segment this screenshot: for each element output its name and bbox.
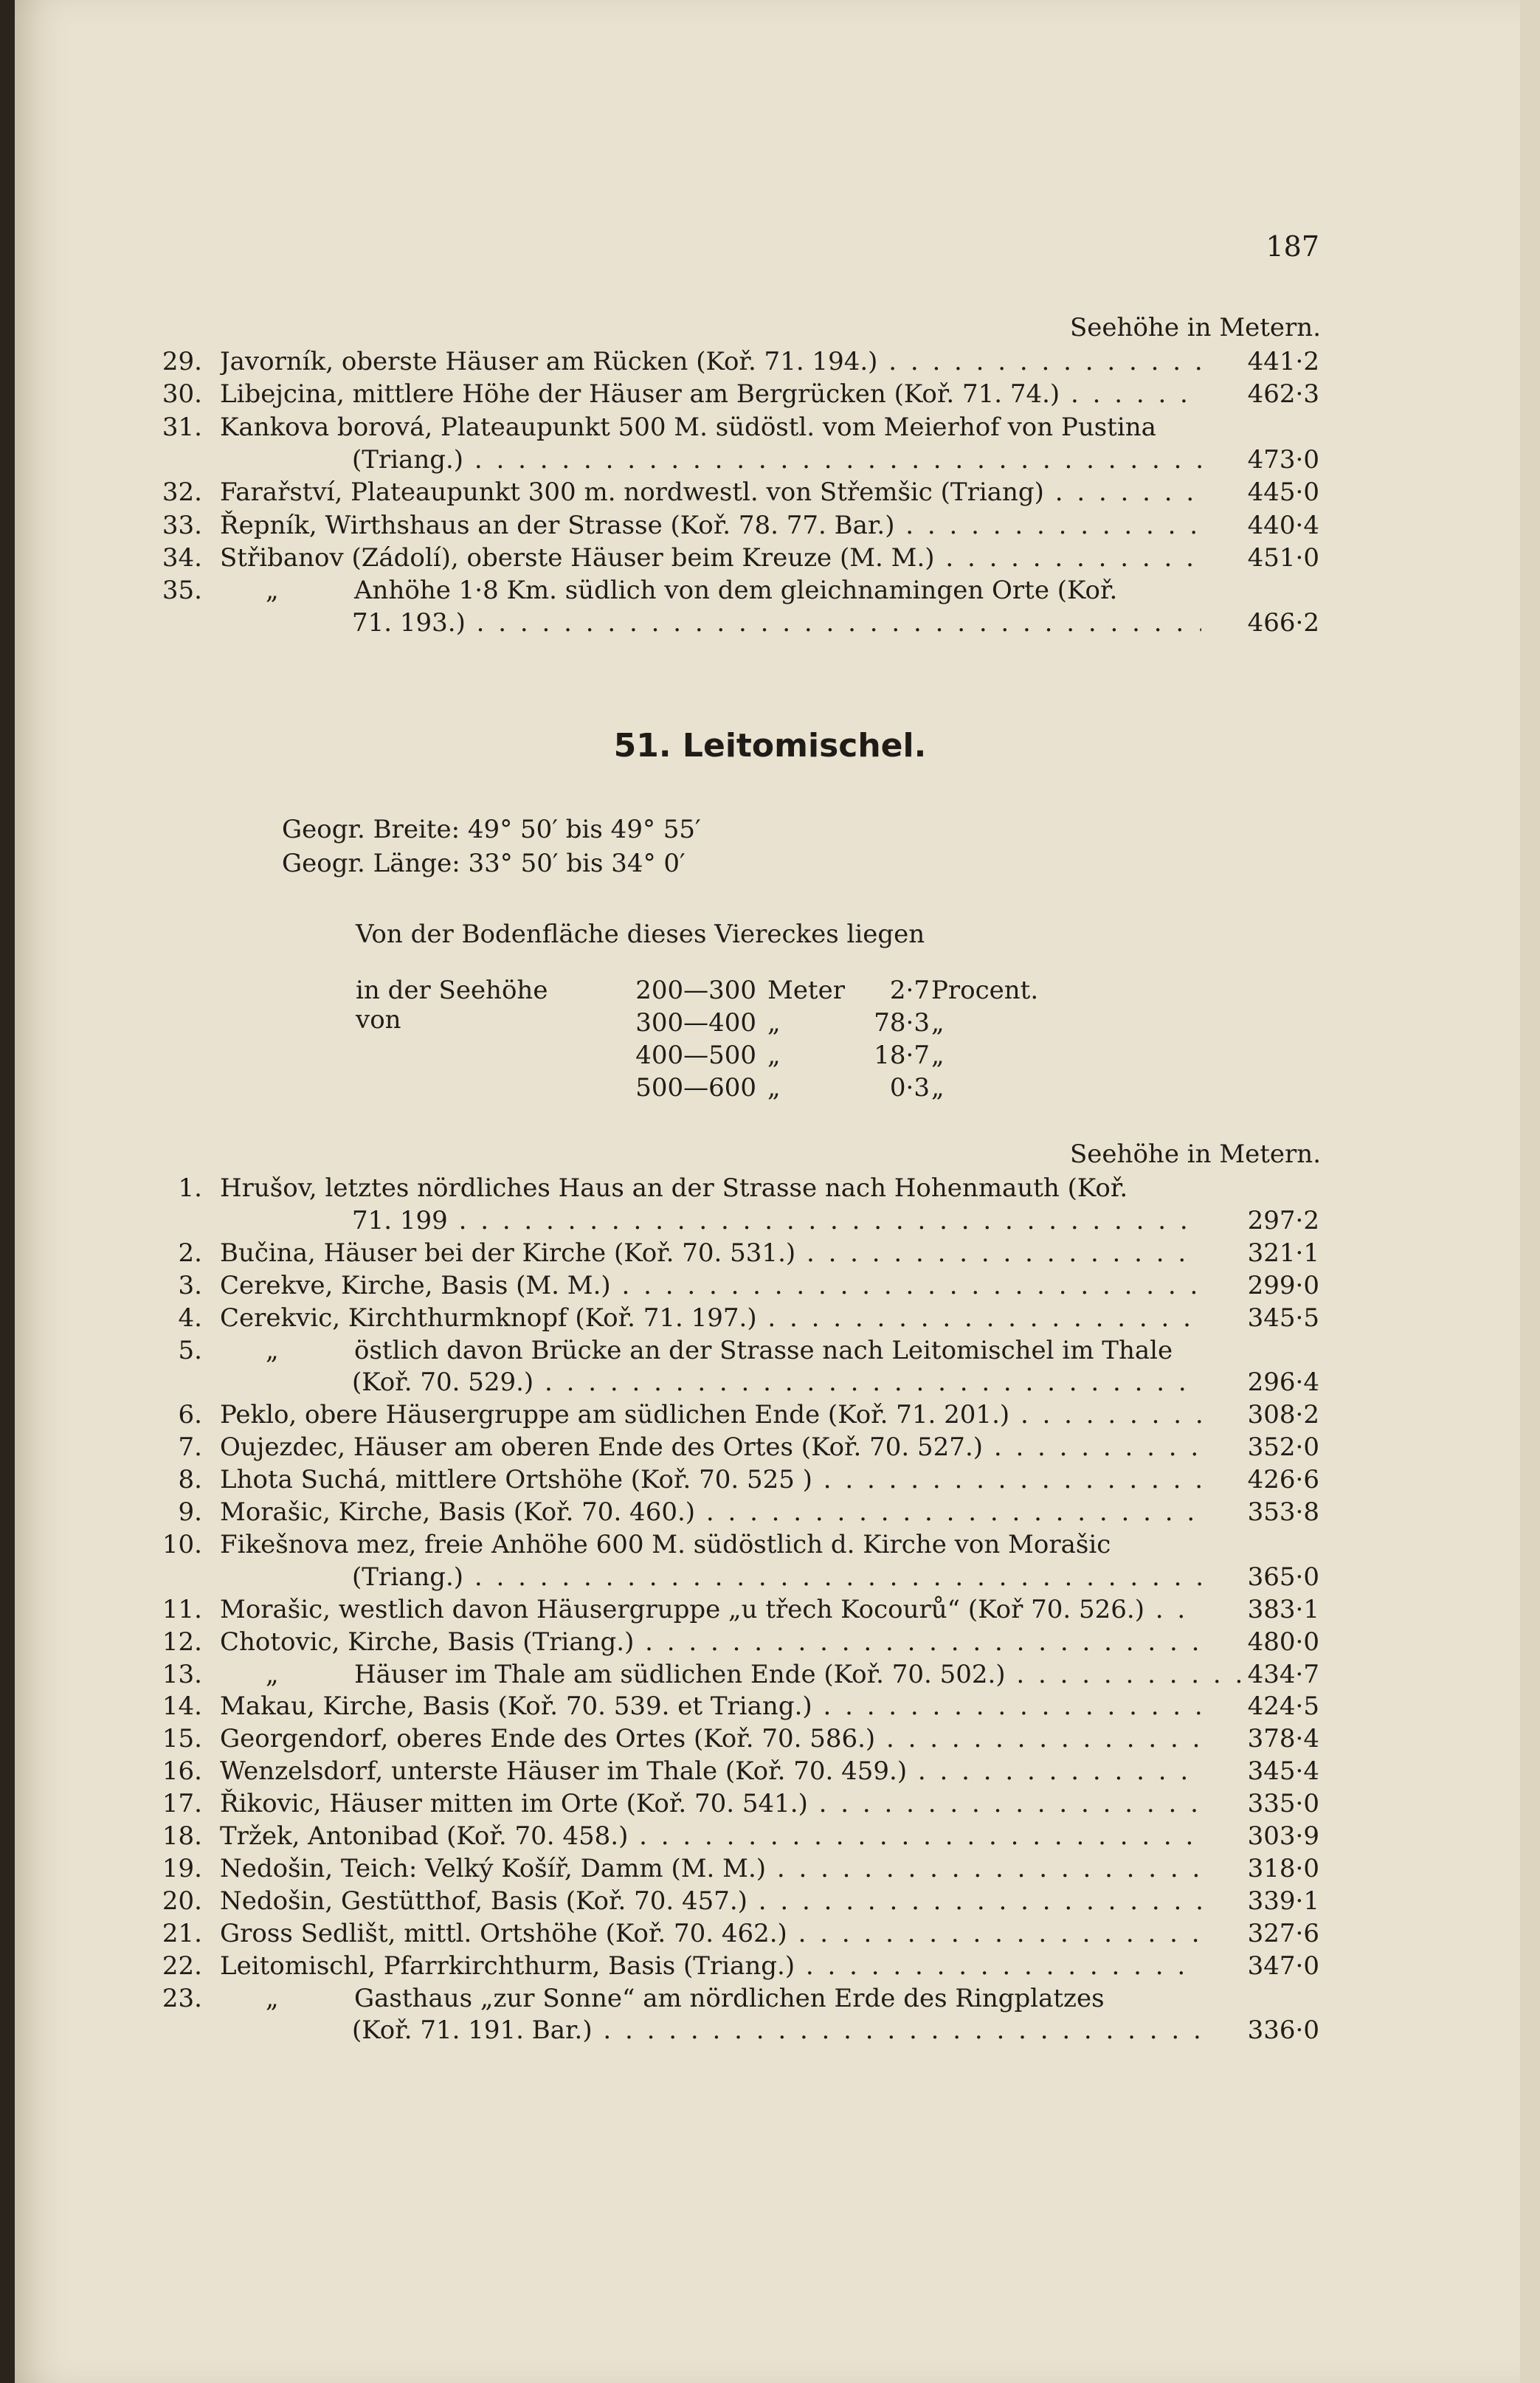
list-item — [0, 345, 1540, 378]
entry-text: Fikešnova mez, freie Anhöhe 600 M. südöstlich d. Kirche von Morašic — [220, 1529, 1111, 1559]
distribution-range: 300—400 — [635, 1008, 756, 1038]
list-item — [0, 607, 1540, 639]
entry-text: Farařství, Plateaupunkt 300 m. nordwestl. von Střemšic (Triang) . . . — [220, 476, 1201, 508]
entry-number: 34. — [162, 542, 202, 573]
entry-text: Tržek, Antonibad (Koř. 70. 458.) . . . — [220, 1820, 1201, 1852]
geo-laenge: Geogr. Länge: 33° 50′ bis 34° 0′ — [282, 849, 686, 878]
distribution-suffix: „ — [931, 1008, 945, 1038]
distribution-value: 0·3 — [889, 1073, 930, 1103]
entry-text: Hrušov, letztes nördliches Haus an der Strasse nach Hohenmauth (Koř. — [220, 1173, 1128, 1203]
entry-number: 7. — [178, 1432, 202, 1463]
entry-elevation: 303·9 — [1247, 1821, 1319, 1851]
entry-elevation: 345·4 — [1247, 1756, 1319, 1787]
entry-text — [266, 1334, 1247, 1367]
entry-number: 19. — [162, 1853, 202, 1883]
ditto-mark: „ — [266, 576, 279, 606]
entry-text: Peklo, obere Häusergruppe am südlichen Ende (Koř. 71. 201.) . . . — [220, 1399, 1201, 1431]
list-item — [0, 476, 1540, 508]
entry-number: 23. — [162, 1983, 202, 2013]
entry-text: Cerekve, Kirche, Basis (M. M.) . . . — [220, 1269, 1201, 1302]
list-item — [0, 1399, 1540, 1431]
entry-text: Cerekvic, Kirchthurmknopf (Koř. 71. 197.) . . . — [220, 1302, 1201, 1334]
list-item — [0, 1593, 1540, 1626]
distribution-value: 18·7 — [874, 1041, 930, 1070]
entry-elevation: 296·4 — [1247, 1368, 1319, 1398]
list-item — [0, 1496, 1540, 1528]
entry-text: Javorník, oberste Häuser am Rücken (Koř. 71. 194.) . . . — [220, 345, 1201, 378]
entry-elevation: 383·1 — [1247, 1594, 1319, 1624]
list-item — [0, 1982, 1540, 2015]
list-item — [0, 1820, 1540, 1852]
entry-elevation: 451·0 — [1247, 542, 1319, 573]
list-item — [0, 1658, 1540, 1691]
entry-text: (Triang.) . . . — [352, 1561, 1201, 1593]
distribution-unit: „ — [767, 1008, 781, 1038]
entry-text — [266, 1982, 1247, 2015]
list-item — [0, 378, 1540, 410]
distribution-range: 200—300 — [635, 976, 756, 1005]
list-item — [0, 1755, 1540, 1787]
entry-text-line: Gasthaus „zur Sonne“ am nördlichen Erde des Ringplatzes — [354, 1983, 1105, 2013]
entry-text-line: östlich davon Brücke an der Strasse nach Leitomischel im Thale — [354, 1335, 1173, 1365]
list-item — [0, 509, 1540, 542]
entry-number: 4. — [178, 1303, 202, 1333]
list-item — [0, 1690, 1540, 1722]
entry-text: Leitomischl, Pfarrkirchthurm, Basis (Triang.) . . . — [220, 1950, 1201, 1982]
entry-text: Nedošin, Gestütthof, Basis (Koř. 70. 457.) . . . — [220, 1885, 1201, 1917]
distribution-value: 2·7 — [889, 976, 930, 1005]
main-list-unit-header: Seehöhe in Metern. — [1070, 1139, 1321, 1169]
entry-number: 31. — [162, 412, 202, 442]
entry-elevation: 352·0 — [1247, 1432, 1319, 1463]
list-item — [0, 1528, 1540, 1561]
entry-elevation: 339·1 — [1247, 1886, 1319, 1916]
distribution-unit: „ — [767, 1073, 781, 1103]
entry-elevation: 308·2 — [1247, 1400, 1319, 1430]
entry-text: Wenzelsdorf, unterste Häuser im Thale (Koř. 70. 459.) . . . — [220, 1755, 1201, 1787]
list-item — [0, 542, 1540, 574]
entry-text: Střibanov (Zádolí), oberste Häuser beim Kreuze (M. M.) . . . — [220, 542, 1201, 574]
list-item — [0, 574, 1540, 607]
entry-text-line: Anhöhe 1·8 Km. südlich von dem gleichnamingen Orte (Koř. — [354, 576, 1118, 606]
list-item — [0, 1172, 1540, 1204]
entry-text: (Koř. 71. 191. Bar.) . . . — [352, 2014, 1201, 2046]
list-item — [0, 1787, 1540, 1820]
entry-text — [266, 1658, 1247, 1691]
distribution-suffix: „ — [931, 1041, 945, 1070]
list-item — [0, 1626, 1540, 1658]
entry-elevation: 297·2 — [1247, 1205, 1319, 1235]
entry-text: Oujezdec, Häuser am oberen Ende des Ortes (Koř. 70. 527.) . . . — [220, 1431, 1201, 1463]
distribution-suffix: „ — [931, 1073, 945, 1103]
list-item — [0, 1366, 1540, 1399]
distribution-range: 500—600 — [635, 1073, 756, 1103]
entry-number: 21. — [162, 1918, 202, 1948]
list-item — [0, 1334, 1540, 1367]
entry-number: 9. — [178, 1497, 202, 1527]
entry-elevation: 440·4 — [1247, 510, 1319, 540]
entry-number: 18. — [162, 1821, 202, 1851]
list-item — [0, 1917, 1540, 1950]
distribution-suffix: Procent. — [931, 976, 1039, 1005]
list-item — [0, 1950, 1540, 1982]
entry-number: 20. — [162, 1886, 202, 1916]
entry-text: Morašic, westlich davon Häusergruppe „u třech Kocourů“ (Koř 70. 526.) . . . — [220, 1593, 1201, 1626]
entry-text: Gross Sedlišt, mittl. Ortshöhe (Koř. 70. 462.) . . . — [220, 1917, 1201, 1950]
entry-number: 1. — [178, 1173, 202, 1203]
entry-number: 6. — [178, 1400, 202, 1430]
distribution-unit: „ — [767, 1041, 781, 1070]
entry-elevation: 353·8 — [1247, 1497, 1319, 1527]
list-item — [0, 1302, 1540, 1334]
ditto-mark: „ — [266, 1659, 279, 1689]
list-item — [0, 1722, 1540, 1755]
entry-text: Morašic, Kirche, Basis (Koř. 70. 460.) . . . — [220, 1496, 1201, 1528]
top-list-unit-header: Seehöhe in Metern. — [1070, 313, 1321, 342]
entry-text: Libejcina, mittlere Höhe der Häuser am Bergrücken (Koř. 71. 74.) . . . — [220, 378, 1201, 410]
list-item — [0, 444, 1540, 476]
entry-number: 10. — [162, 1529, 202, 1559]
list-item — [0, 1852, 1540, 1885]
entry-text: Nedošin, Teich: Velký Košíř, Damm (M. M.) . . . — [220, 1852, 1201, 1885]
entry-elevation: 335·0 — [1247, 1789, 1319, 1819]
entry-text: Chotovic, Kirche, Basis (Triang.) . . . — [220, 1626, 1201, 1658]
list-item — [0, 1885, 1540, 1917]
list-item — [0, 1269, 1540, 1302]
entry-text: Bučina, Häuser bei der Kirche (Koř. 70. 531.) . . . — [220, 1237, 1201, 1269]
ditto-mark: „ — [266, 1983, 279, 2013]
entry-text: (Koř. 70. 529.) . . . — [352, 1366, 1201, 1399]
entry-number: 35. — [162, 576, 202, 606]
distribution-prefix: in der Seehöhe von — [356, 976, 548, 1035]
entry-text — [266, 574, 1247, 607]
entry-elevation: 466·2 — [1247, 608, 1319, 638]
entry-elevation: 365·0 — [1247, 1562, 1319, 1592]
entry-elevation: 347·0 — [1247, 1951, 1319, 1981]
distribution-intro: Von der Bodenfläche dieses Viereckes liegen — [356, 920, 925, 949]
entry-number: 3. — [178, 1270, 202, 1300]
entry-elevation: 336·0 — [1247, 2015, 1319, 2046]
list-item — [0, 1431, 1540, 1463]
entry-elevation: 473·0 — [1247, 444, 1319, 475]
entry-text: Lhota Suchá, mittlere Ortshöhe (Koř. 70. 525 ) . . . — [220, 1463, 1201, 1496]
entry-text: Řikovic, Häuser mitten im Orte (Koř. 70. 541.) . . . — [220, 1787, 1201, 1820]
entry-elevation: 462·3 — [1247, 379, 1319, 410]
entry-text: 71. 199 . . . — [352, 1204, 1201, 1237]
page-number: 187 — [1266, 230, 1319, 263]
entry-number: 33. — [162, 510, 202, 540]
list-item — [0, 1561, 1540, 1593]
entry-elevation: 434·7 — [1247, 1659, 1319, 1689]
entry-elevation: 426·6 — [1247, 1465, 1319, 1495]
entry-number: 8. — [178, 1465, 202, 1495]
entry-number: 14. — [162, 1691, 202, 1722]
entry-elevation: 299·0 — [1247, 1270, 1319, 1300]
entry-text: Řepník, Wirthshaus an der Strasse (Koř. 78. 77. Bar.) . . . — [220, 509, 1201, 542]
list-item — [0, 2014, 1540, 2046]
entry-number: 30. — [162, 379, 202, 410]
entry-text: Georgendorf, oberes Ende des Ortes (Koř. 70. 586.) . . . — [220, 1722, 1201, 1755]
distribution-range: 400—500 — [635, 1041, 756, 1070]
entry-text: Kankova borová, Plateaupunkt 500 M. südöstl. vom Meierhof von Pustina — [220, 412, 1156, 442]
entry-number: 5. — [178, 1335, 202, 1365]
entry-number: 17. — [162, 1789, 202, 1819]
entry-text: 71. 193.) . . . — [352, 607, 1201, 639]
entry-text: Makau, Kirche, Basis (Koř. 70. 539. et Triang.) . . . — [220, 1690, 1201, 1722]
entry-elevation: 327·6 — [1247, 1918, 1319, 1948]
entry-number: 29. — [162, 347, 202, 376]
list-item — [0, 1463, 1540, 1496]
entry-number: 2. — [178, 1238, 202, 1268]
entry-text: (Triang.) . . . — [352, 444, 1201, 476]
entry-number: 13. — [162, 1659, 202, 1689]
distribution-value: 78·3 — [874, 1008, 930, 1038]
entry-number: 16. — [162, 1756, 202, 1787]
entry-text-line: Häuser im Thale am südlichen Ende (Koř. 70. 502.) — [354, 1659, 1006, 1689]
distribution-unit: Meter — [767, 976, 845, 1005]
entry-elevation: 480·0 — [1247, 1627, 1319, 1657]
entry-number: 22. — [162, 1951, 202, 1981]
ditto-mark: „ — [266, 1335, 279, 1365]
entry-elevation: 318·0 — [1247, 1853, 1319, 1883]
entry-number: 12. — [162, 1627, 202, 1657]
entry-elevation: 321·1 — [1247, 1238, 1319, 1268]
entry-elevation: 378·4 — [1247, 1724, 1319, 1754]
entry-elevation: 424·5 — [1247, 1691, 1319, 1722]
entry-number: 15. — [162, 1724, 202, 1754]
entry-elevation: 345·5 — [1247, 1303, 1319, 1333]
list-item — [0, 411, 1540, 444]
entry-number: 11. — [162, 1594, 202, 1624]
list-item — [0, 1204, 1540, 1237]
section-title: 51. Leitomischel. — [613, 727, 927, 765]
entry-elevation: 445·0 — [1247, 477, 1319, 508]
entry-elevation: 441·2 — [1247, 347, 1319, 376]
list-item — [0, 1237, 1540, 1269]
geo-breite: Geogr. Breite: 49° 50′ bis 49° 55′ — [282, 815, 701, 844]
entry-number: 32. — [162, 477, 202, 508]
